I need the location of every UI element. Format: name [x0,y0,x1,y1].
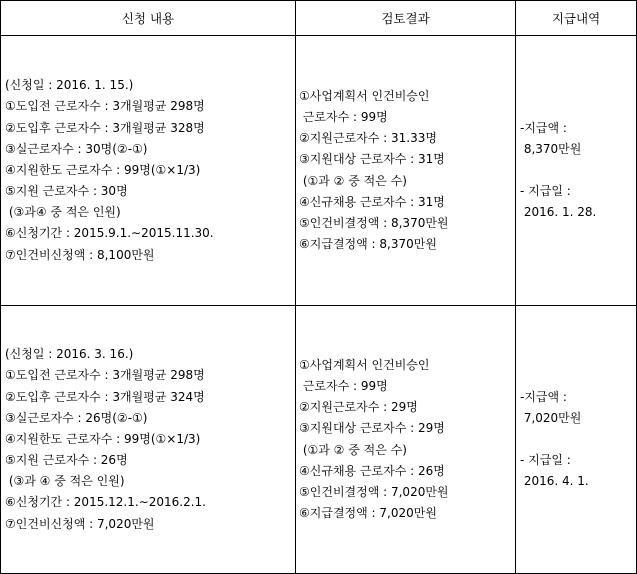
text-line [520,429,636,450]
text-line: ②도입후 근로자수 : 3개월평균 324명 [5,389,205,404]
text-line: (신청일 : 2016. 3. 16.) [5,347,134,362]
text-line: ③실근로자수 : 30명(②-①) [5,141,148,156]
header-payment: 지급내역 [516,1,637,36]
table-row [1,306,637,574]
text-line: 근로자수 : 99명 [299,109,388,124]
text-line: ①도입전 근로자수 : 3개월평균 298명 [5,368,205,383]
payment-lines [516,118,636,223]
text-line: ⑤인건비결정액 : 7,020만원 [299,484,449,499]
header-review: 검토결과 [296,1,516,36]
text-line: ④신규채용 근로자수 : 31명 [299,194,445,209]
text-line: -지급액 : [520,390,567,404]
text-line: ④신규채용 근로자수 : 26명 [299,463,445,478]
application-lines [1,344,295,535]
review-cell [296,36,516,306]
text-line: 8,370만원 [520,142,582,156]
text-line: ⑤지원 근로자수 : 26명 [5,453,128,468]
application-cell [1,36,296,306]
text-line: ②지원근로자수 : 29명 [299,400,418,415]
text-line: ⑥신청기간 : 2015.12.1.∼2016.2.1. [5,495,206,510]
review-lines [296,355,515,525]
payment-cell [516,306,637,574]
text-line: ③실근로자수 : 26명(②-①) [5,410,148,425]
text-line: ①사업계획서 인건비승인 [299,357,430,372]
text-line: (③과 ④ 중 적은 인원) [5,474,125,489]
application-cell [1,306,296,574]
text-line: 근로자수 : 99명 [299,378,388,393]
text-line: - 지급일 : [520,453,571,467]
application-lines [1,75,295,266]
text-line: ⑤인건비결정액 : 8,370만원 [299,215,449,230]
text-line: ④지원한도 근로자수 : 99명(①×1/3) [5,162,201,177]
table-row [1,36,637,306]
text-line: ③지원대상 근로자수 : 31명 [299,152,445,167]
text-line: 2016. 1. 28. [520,205,597,219]
header-application: 신청 내용 [1,1,296,36]
review-lines [296,86,515,256]
text-line: ②도입후 근로자수 : 3개월평균 328명 [5,120,205,135]
text-line: ①사업계획서 인건비승인 [299,88,430,103]
text-line: 2016. 4. 1. [520,474,589,488]
text-line [520,160,636,181]
payment-cell [516,36,637,306]
text-line: ①도입전 근로자수 : 3개월평균 298명 [5,99,205,114]
text-line: ④지원한도 근로자수 : 99명(①×1/3) [5,431,201,446]
text-line: (①과 ② 중 적은 수) [299,173,407,188]
text-line: -지급액 : [520,121,567,135]
text-line: (③과④ 중 적은 인원) [5,205,121,220]
text-line: ⑦인건비신청액 : 8,100만원 [5,247,155,262]
header-row [1,1,637,36]
text-line: - 지급일 : [520,184,571,198]
text-line: (①과 ② 중 적은 수) [299,442,407,457]
text-line: ⑥지급결정액 : 7,020만원 [299,506,437,521]
text-line: ⑥지급결정액 : 8,370만원 [299,237,437,252]
text-line: ②지원근로자수 : 31.33명 [299,131,437,146]
text-line: 7,020만원 [520,411,582,425]
text-line: ⑦인건비신청액 : 7,020만원 [5,516,155,531]
text-line: ③지원대상 근로자수 : 29명 [299,421,445,436]
review-cell [296,306,516,574]
payment-lines [516,387,636,492]
text-line: ⑥신청기간 : 2015.9.1.∼2015.11.30. [5,226,214,241]
text-line: ⑤지원 근로자수 : 30명 [5,184,128,199]
text-line: (신청일 : 2016. 1. 15.) [5,78,134,93]
